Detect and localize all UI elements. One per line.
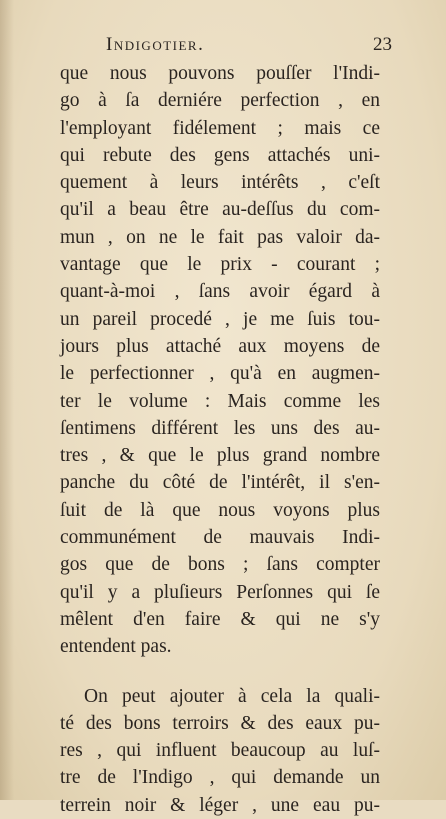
running-head bbox=[62, 34, 392, 60]
text-line: l'employant fidélement ; mais ce bbox=[60, 117, 380, 139]
text-line: quant-à-moi , ſans avoir égard à bbox=[60, 281, 380, 303]
paragraph-2 bbox=[60, 683, 380, 819]
text-line: tres , & que le plus grand nombre bbox=[60, 445, 380, 467]
text-line: res , qui influent beaucoup au luſ- bbox=[60, 740, 380, 762]
text-line: gos que de bons ; ſans compter bbox=[60, 554, 380, 576]
text-line: un pareil procedé , je me ſuis tou- bbox=[60, 308, 380, 330]
text-line: ſentimens différent les uns des au- bbox=[60, 417, 380, 439]
running-title: Indigotier. bbox=[106, 34, 205, 55]
text-line: ſuit de là que nous voyons plus bbox=[60, 499, 380, 521]
paragraph-gap bbox=[60, 661, 380, 683]
text-line: qu'il y a pluſieurs Perſonnes qui ſe bbox=[60, 581, 380, 603]
text-line: terrein noir & léger , une eau pu- bbox=[60, 794, 380, 816]
text-line: té des bons terroirs & des eaux pu- bbox=[60, 712, 380, 734]
text-line: go à ſa derniére perfection , en bbox=[60, 90, 380, 112]
page-fold-shadow bbox=[0, 0, 14, 800]
text-line: mun , on ne le fait pas valoir da- bbox=[60, 226, 380, 248]
text-line: panche du côté de l'intérêt, il s'en- bbox=[60, 472, 380, 494]
text-line: qui rebute des gens attachés uni- bbox=[60, 144, 380, 166]
text-line: On peut ajouter à cela la quali- bbox=[84, 685, 380, 707]
paragraph-1 bbox=[60, 60, 380, 661]
text-line: mêlent d'en faire & qui ne s'y bbox=[60, 608, 380, 630]
text-line: vantage que le prix - courant ; bbox=[60, 254, 380, 276]
text-line: tre de l'Indigo , qui demande un bbox=[60, 767, 380, 789]
text-line: ter le volume : Mais comme les bbox=[60, 390, 380, 412]
text-line: quement à leurs intérêts , c'eſt bbox=[60, 172, 380, 194]
text-line: entendent pas. bbox=[60, 636, 172, 658]
text-line: le perfectionner , qu'à en augmen- bbox=[60, 363, 380, 385]
text-line: communément de mauvais Indi- bbox=[60, 527, 380, 549]
text-line: qu'il a beau être au-deſſus du com- bbox=[60, 199, 380, 221]
page-number: 23 bbox=[373, 34, 392, 55]
text-line: jours plus attaché aux moyens de bbox=[60, 335, 380, 357]
text-line: que nous pouvons pouſſer l'Indi- bbox=[60, 63, 380, 84]
body-text bbox=[60, 60, 380, 819]
